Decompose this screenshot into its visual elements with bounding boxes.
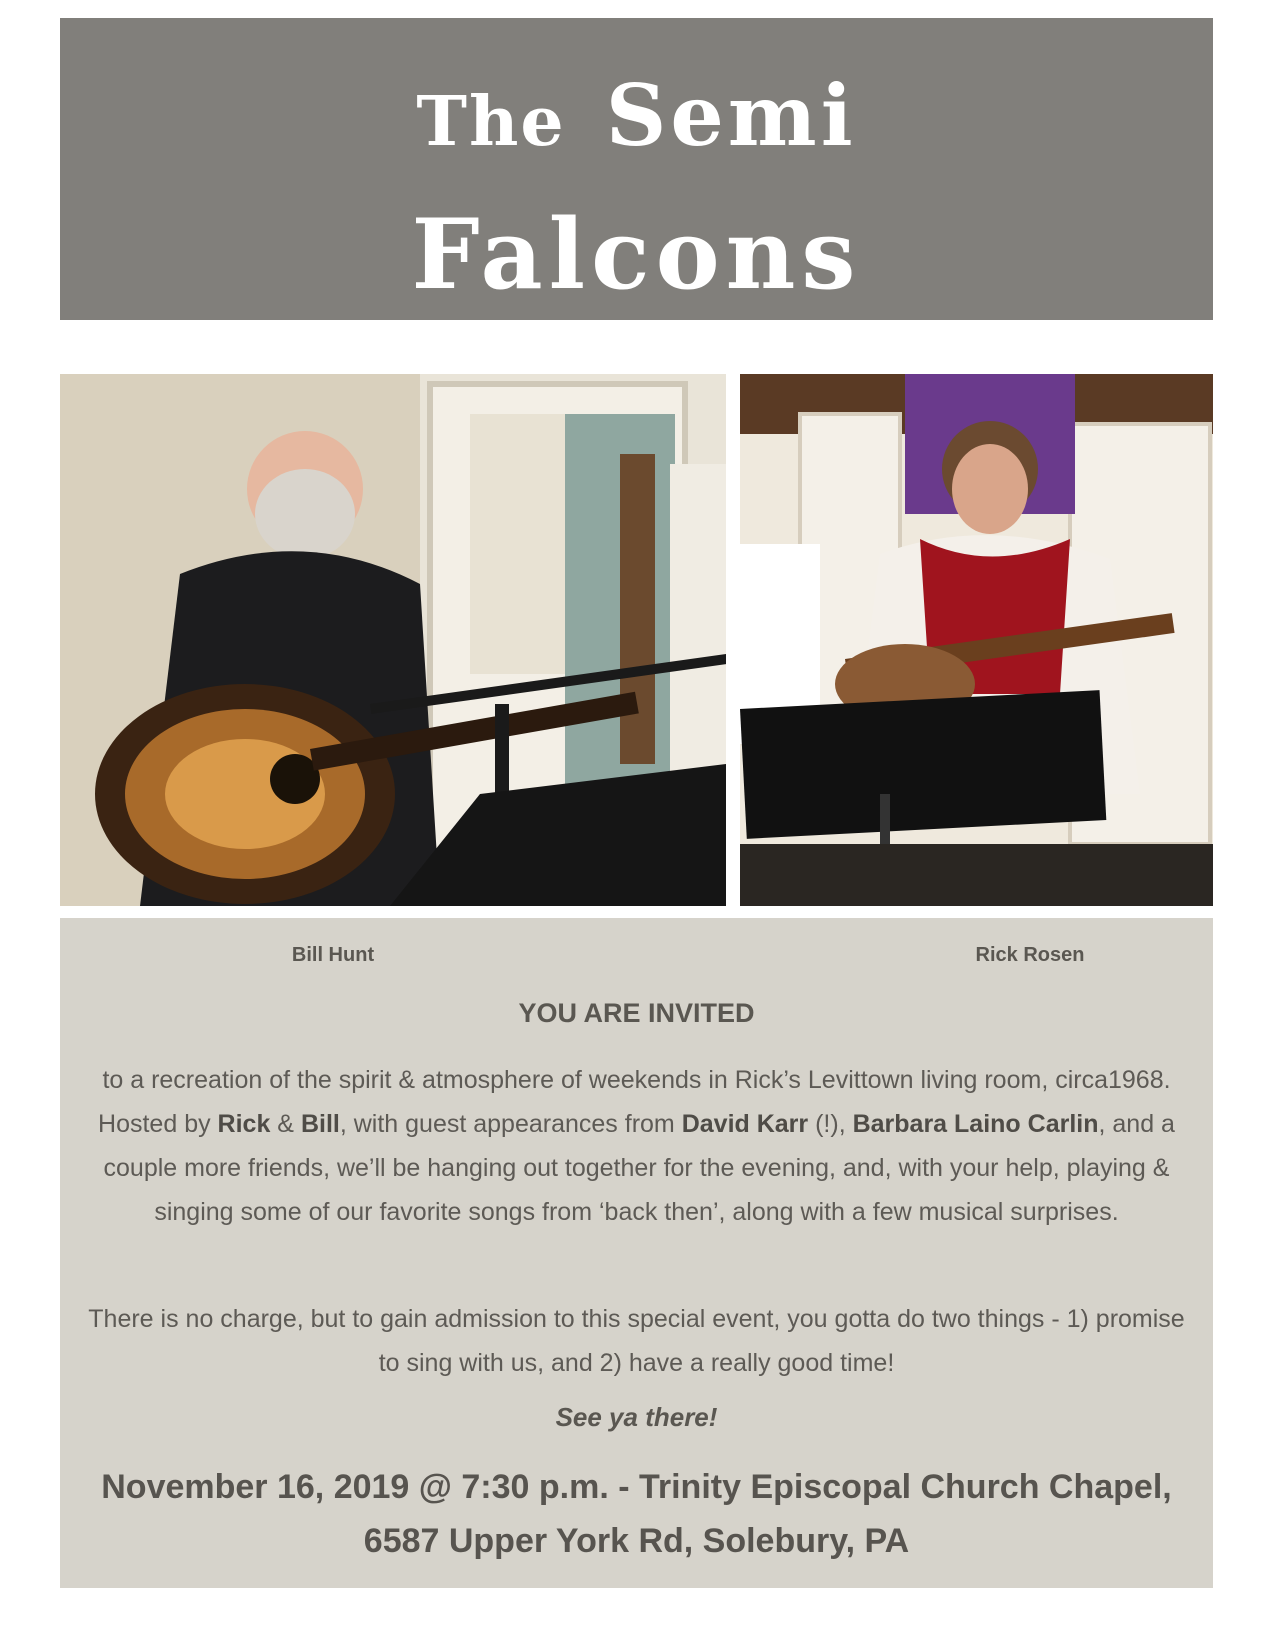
event-date-venue: November 16, 2019 @ 7:30 p.m. - Trinity Episcopal Church Chapel,	[101, 1468, 1172, 1506]
host-rick: Rick	[217, 1110, 271, 1138]
p1-text: , with guest appearances from	[339, 1110, 682, 1138]
p1-text: , and a couple more friends, we’ll be hanging out together for the evening, and, with your help, playing & singing some of our favorite songs from ‘back then’, along with a few musical surprises.	[103, 1110, 1175, 1226]
title-word-the: The	[416, 82, 566, 162]
photo-bill-hunt-image	[60, 374, 726, 906]
event-details	[60, 1460, 1213, 1568]
photo-bill-hunt	[60, 374, 726, 906]
host-bill: Bill	[300, 1110, 340, 1138]
title-banner	[60, 18, 1213, 320]
p1-text: &	[270, 1110, 301, 1138]
see-ya-there: See ya there!	[555, 1402, 718, 1432]
event-address: 6587 Upper York Rd, Solebury, PA	[363, 1522, 910, 1560]
guest-david-karr: David Karr	[681, 1110, 809, 1138]
photo-rick-rosen-image	[740, 374, 1213, 906]
p1-text: (!),	[808, 1110, 853, 1138]
invite-paragraph-2: There is no charge, but to gain admission to this special event, you gotta do two things - 1) promise to sing with us, and 2) have a really good time!	[88, 1305, 1185, 1377]
photo-rick-rosen	[740, 374, 1213, 906]
guest-barbara-laino-carlin: Barbara Laino Carlin	[852, 1110, 1099, 1138]
title-line-2: Falcons	[411, 198, 862, 311]
p1-text: to a recreation of the spirit & atmosphere of weekends in Rick’s Levittown living room, circa1968. Hosted by	[98, 1066, 1171, 1138]
invitation-panel	[60, 918, 1213, 1588]
caption-rick-rosen: Rick Rosen	[975, 944, 1085, 966]
invite-heading: YOU ARE INVITED	[518, 998, 755, 1028]
title-word-semi: Semi	[605, 66, 857, 165]
caption-bill-hunt: Bill Hunt	[291, 944, 375, 966]
title-line-1	[60, 66, 1213, 165]
invite-paragraph-1	[80, 1058, 1193, 1234]
